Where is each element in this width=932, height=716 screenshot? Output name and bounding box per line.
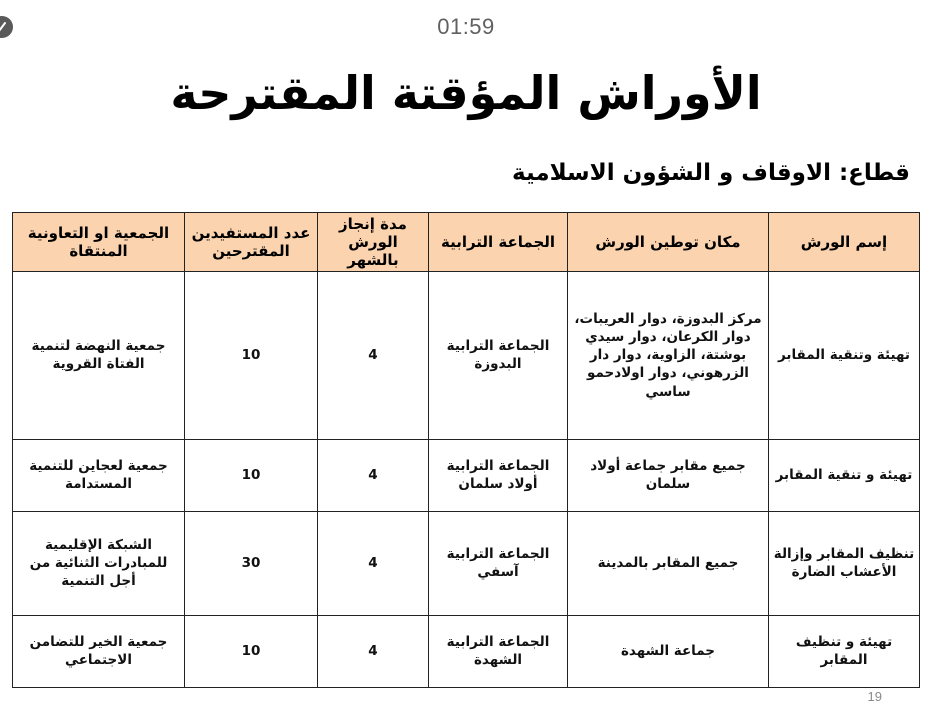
workshops-table <box>12 212 920 688</box>
cell-beneficiaries: 10 <box>185 272 318 440</box>
header-association: الجمعية او التعاونية المنتقاة <box>13 213 185 272</box>
cell-location: جميع مقابر جماعة أولاد سلمان <box>568 439 769 511</box>
cell-commune: الجماعة الترابية أولاد سلمان <box>429 439 568 511</box>
sector-heading: قطاع: الاوقاف و الشؤون الاسلامية <box>512 160 910 186</box>
cell-duration: 4 <box>318 272 429 440</box>
cell-association: جمعية الخير للتضامن الاجتماعي <box>13 615 185 687</box>
cell-commune: الجماعة الترابية آسفي <box>429 511 568 615</box>
status-clock: 01:59 <box>437 14 495 39</box>
cell-workshop-name: تنظيف المقابر وإزالة الأعشاب الضارة <box>769 511 920 615</box>
cell-location: مركز البدوزة، دوار العريبات، دوار الكرعان، دوار سيدي بوشتة، الزاوية، دوار دار الزرهوني، دوار اولادحمو ساسي <box>568 272 769 440</box>
table-row <box>13 272 920 440</box>
cell-association: الشبكة الإقليمية للمبادرات الثنائية من أجل التنمية <box>13 511 185 615</box>
cell-location: جميع المقابر بالمدينة <box>568 511 769 615</box>
cell-workshop-name: تهيئة وتنقية المقابر <box>769 272 920 440</box>
header-workshop-name: إسم الورش <box>769 213 920 272</box>
cell-association: جمعية النهضة لتنمية الفتاة القروية <box>13 272 185 440</box>
cell-workshop-name: تهيئة و تنقية المقابر <box>769 439 920 511</box>
header-duration: مدة إنجاز الورش بالشهر <box>318 213 429 272</box>
table-row <box>13 511 920 615</box>
cell-beneficiaries: 10 <box>185 439 318 511</box>
cell-workshop-name: تهيئة و تنظيف المقابر <box>769 615 920 687</box>
cell-duration: 4 <box>318 439 429 511</box>
cell-beneficiaries: 10 <box>185 615 318 687</box>
table-row <box>13 439 920 511</box>
cell-duration: 4 <box>318 511 429 615</box>
page-number: 19 <box>867 689 882 704</box>
slide-title: الأوراش المؤقتة المقترحة <box>170 66 762 120</box>
table-row <box>13 615 920 687</box>
header-location: مكان توطين الورش <box>568 213 769 272</box>
header-commune: الجماعة الترابية <box>429 213 568 272</box>
cell-association: جمعية لعجاين للتنمية المستدامة <box>13 439 185 511</box>
cell-commune: الجماعة الترابية الشهدة <box>429 615 568 687</box>
cell-commune: الجماعة الترابية البدوزة <box>429 272 568 440</box>
cell-location: جماعة الشهدة <box>568 615 769 687</box>
cell-duration: 4 <box>318 615 429 687</box>
header-beneficiaries: عدد المستفيدين المقترحين <box>185 213 318 272</box>
cell-beneficiaries: 30 <box>185 511 318 615</box>
table-header-row <box>13 213 920 272</box>
